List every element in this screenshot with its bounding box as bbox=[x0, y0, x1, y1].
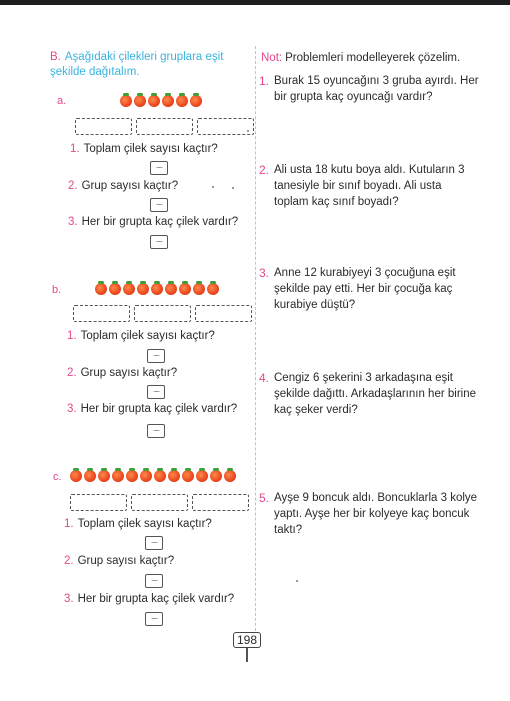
answer-box[interactable]: ..... bbox=[150, 161, 168, 175]
strawberry-icon bbox=[210, 470, 222, 482]
strawberry-icon bbox=[151, 283, 163, 295]
strawberry-icon bbox=[182, 470, 194, 482]
answer-box[interactable]: ..... bbox=[145, 574, 163, 588]
strawberry-icon bbox=[123, 283, 135, 295]
group-box[interactable] bbox=[131, 494, 188, 511]
page-top-edge bbox=[0, 0, 510, 5]
strawberry-icon bbox=[109, 283, 121, 295]
strawberry-icon bbox=[126, 470, 138, 482]
exercise-c-group-boxes bbox=[70, 494, 249, 511]
exercise-c-strawberries bbox=[70, 470, 236, 482]
problem-1: 1. Burak 15 oyuncağını 3 gruba ayırdı. Her bir grupta kaç oyuncağı vardır? bbox=[259, 74, 479, 103]
group-box[interactable] bbox=[192, 494, 249, 511]
strawberry-icon bbox=[70, 470, 82, 482]
exercise-a-question-2: 2. Grup sayısı kaçtır? bbox=[68, 180, 179, 192]
exercise-a-question-1: 1. Toplam çilek sayısı kaçtır? bbox=[70, 143, 218, 155]
strawberry-icon bbox=[196, 470, 208, 482]
exercise-a-strawberries bbox=[120, 95, 202, 107]
page-number: 198 bbox=[233, 632, 261, 648]
answer-box[interactable]: ..... bbox=[147, 349, 165, 363]
problem-3: 3. Anne 12 kurabiyeyi 3 çocuğuna eşit şekilde pay etti. Her bir çocuğa kaç kurabiye düştü? bbox=[259, 266, 456, 311]
exercise-b-question-3: 3. Her bir grupta kaç çilek vardır? bbox=[67, 403, 238, 415]
strawberry-icon bbox=[162, 95, 174, 107]
strawberry-icon bbox=[207, 283, 219, 295]
strawberry-icon bbox=[120, 95, 132, 107]
strawberry-icon bbox=[98, 470, 110, 482]
exercise-a-question-3: 3. Her bir grupta kaç çilek vardır? bbox=[68, 216, 239, 228]
exercise-c-question-1: 1. Toplam çilek sayısı kaçtır? bbox=[64, 518, 212, 530]
exercise-a-letter: a. bbox=[57, 95, 67, 107]
column-divider bbox=[255, 46, 256, 646]
strawberry-icon bbox=[154, 470, 166, 482]
problem-2: 2. Ali usta 18 kutu boya aldı. Kutuların 3 tanesiyle bir sınıf boyadı. Ali usta toplam kaç sınıf boyadı? bbox=[259, 163, 465, 208]
print-speck bbox=[296, 580, 298, 582]
problem-5: 5. Ayşe 9 boncuk aldı. Boncuklarla 3 kolye yaptı. Ayşe her bir kolyeye kaç boncuk taktı? bbox=[259, 491, 478, 536]
answer-box[interactable]: ..... bbox=[147, 385, 165, 399]
strawberry-icon bbox=[224, 470, 236, 482]
strawberry-icon bbox=[190, 95, 202, 107]
answer-box[interactable]: ..... bbox=[147, 424, 165, 438]
exercise-a-group-boxes bbox=[75, 118, 254, 135]
group-box[interactable] bbox=[75, 118, 132, 135]
group-box[interactable] bbox=[195, 305, 252, 322]
answer-box[interactable]: ..... bbox=[145, 536, 163, 550]
strawberry-icon bbox=[176, 95, 188, 107]
strawberry-icon bbox=[148, 95, 160, 107]
group-box[interactable] bbox=[73, 305, 130, 322]
note-text: Problemleri modelleyerek çözelim. bbox=[285, 52, 461, 64]
section-b-title bbox=[50, 50, 255, 80]
strawberry-icon bbox=[137, 283, 149, 295]
section-b-instruction: Aşağıdaki çilekleri gruplara eşit şekilde dağıtalım. bbox=[50, 51, 224, 78]
answer-box[interactable]: ..... bbox=[150, 198, 168, 212]
answer-box[interactable]: ..... bbox=[145, 612, 163, 626]
exercise-b-strawberries bbox=[95, 283, 219, 295]
strawberry-icon bbox=[140, 470, 152, 482]
exercise-c-question-3: 3. Her bir grupta kaç çilek vardır? bbox=[64, 593, 235, 605]
print-speck bbox=[247, 130, 249, 132]
exercise-c-question-2: 2. Grup sayısı kaçtır? bbox=[64, 555, 175, 567]
print-speck bbox=[232, 187, 234, 189]
exercise-b-question-1: 1. Toplam çilek sayısı kaçtır? bbox=[67, 330, 215, 342]
exercise-b-letter: b. bbox=[52, 284, 62, 296]
strawberry-icon bbox=[165, 283, 177, 295]
answer-box[interactable]: ..... bbox=[150, 235, 168, 249]
strawberry-icon bbox=[84, 470, 96, 482]
group-box[interactable] bbox=[136, 118, 193, 135]
strawberry-icon bbox=[179, 283, 191, 295]
note-label: Not: bbox=[261, 52, 283, 64]
print-speck bbox=[212, 186, 214, 188]
strawberry-icon bbox=[112, 470, 124, 482]
exercise-c-letter: c. bbox=[53, 471, 62, 483]
page-number-stem bbox=[246, 648, 248, 662]
group-box[interactable] bbox=[134, 305, 191, 322]
note-line bbox=[261, 52, 460, 64]
strawberry-icon bbox=[134, 95, 146, 107]
problem-4: 4. Cengiz 6 şekerini 3 arkadaşına eşit şekilde dağıttı. Arkadaşlarının her birine kaç şeker verdi? bbox=[259, 371, 477, 416]
group-box[interactable] bbox=[70, 494, 127, 511]
section-b-letter: B. bbox=[50, 51, 61, 63]
strawberry-icon bbox=[168, 470, 180, 482]
group-box[interactable] bbox=[197, 118, 254, 135]
exercise-b-group-boxes bbox=[73, 305, 252, 322]
strawberry-icon bbox=[95, 283, 107, 295]
strawberry-icon bbox=[193, 283, 205, 295]
exercise-b-question-2: 2. Grup sayısı kaçtır? bbox=[67, 367, 178, 379]
